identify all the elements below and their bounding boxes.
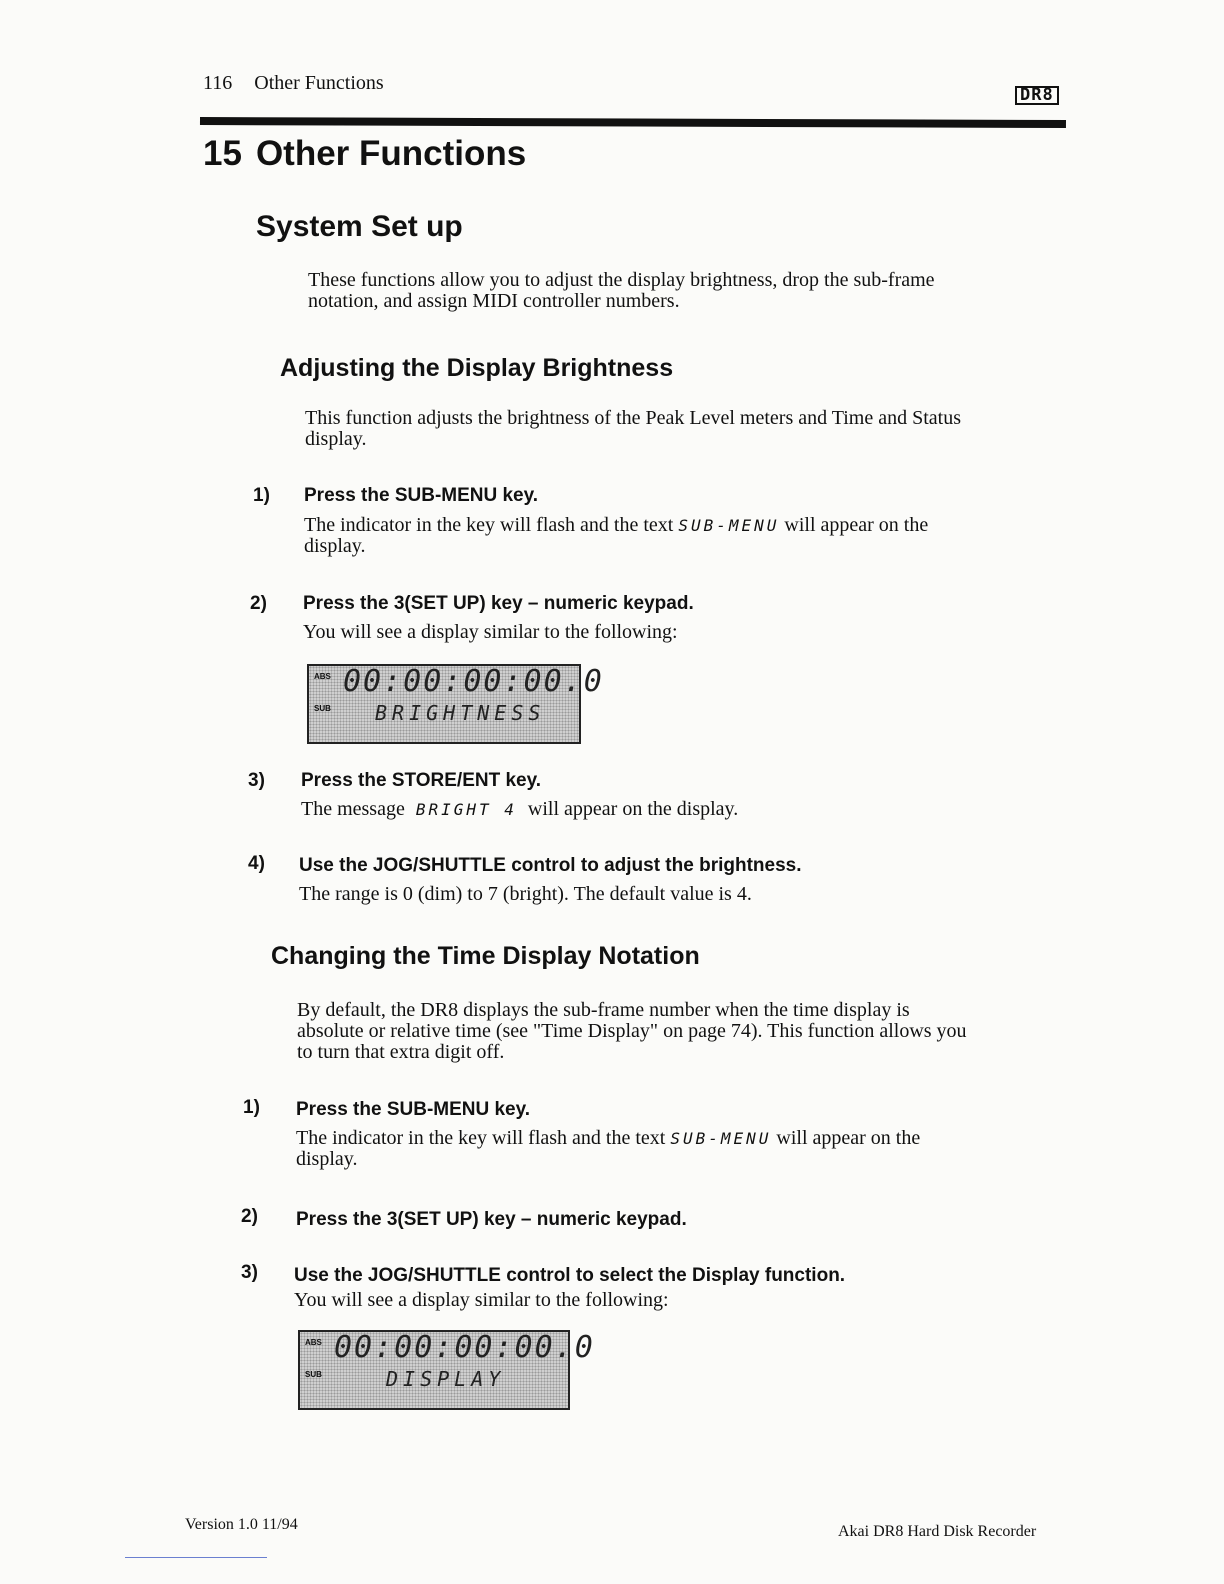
step-title: Press the 3(SET UP) key – numeric keypad. xyxy=(303,593,694,614)
running-title: Other Functions xyxy=(254,72,384,94)
step-body-text: The indicator in the key will flash and the text xyxy=(296,1127,666,1149)
step-number: 1) xyxy=(253,485,270,506)
lcd-time-readout: 00:00:00:00.0 xyxy=(343,664,604,699)
lcd-tag-sub: SUB xyxy=(305,1370,322,1379)
lcd-status-text: BRIGHTNESS xyxy=(375,701,546,725)
step-title: Press the 3(SET UP) key – numeric keypad. xyxy=(296,1209,687,1230)
step-number: 2) xyxy=(241,1206,258,1227)
footer-underline xyxy=(125,1557,267,1558)
brightness-description xyxy=(305,408,1050,450)
brightness-desc-line-1: This function adjusts the brightness of the Peak Level meters and Time and Status xyxy=(305,407,962,429)
step-number: 4) xyxy=(248,853,265,874)
chapter-title-text: Other Functions xyxy=(255,134,527,173)
step-body xyxy=(296,1128,1026,1170)
step-body-text: The range is 0 (dim) to 7 (bright). The default value is 4. xyxy=(299,883,752,905)
intro-line-2: notation, and assign MIDI controller numbers. xyxy=(308,290,680,312)
chapter-number: 15 xyxy=(203,134,242,173)
running-header xyxy=(203,72,384,95)
step-number: 3) xyxy=(248,770,265,791)
section-intro xyxy=(308,270,1038,312)
step-title: Use the JOG/SHUTTLE control to adjust the brightness. xyxy=(299,855,802,876)
page-number: 116 xyxy=(203,72,233,94)
step-number: 3) xyxy=(241,1262,258,1283)
footer-version: Version 1.0 11/94 xyxy=(185,1516,298,1533)
footer-product: Akai DR8 Hard Disk Recorder xyxy=(838,1523,1037,1540)
brightness-heading: Adjusting the Display Brightness xyxy=(280,354,674,382)
lcd-message: SUB-MENU xyxy=(670,1129,772,1148)
brightness-desc-line-2: display. xyxy=(305,428,367,450)
header-rule xyxy=(200,117,1066,128)
lcd-time-readout: 00:00:00:00.0 xyxy=(334,1330,595,1365)
lcd-message: BRIGHT 4 xyxy=(415,800,517,819)
lcd-message: SUB-MENU xyxy=(678,516,780,535)
section-title: System Set up xyxy=(256,210,463,243)
step-body-text: will appear on the xyxy=(776,1127,921,1149)
notation-desc-line-1: By default, the DR8 displays the sub-frame number when the time display is xyxy=(297,999,910,1021)
step-body-text: display. xyxy=(304,535,366,557)
step-body-text: will appear on the display. xyxy=(527,798,739,820)
step-body-text: You will see a display similar to the following: xyxy=(294,1289,669,1311)
step-body-text: will appear on the xyxy=(784,514,929,536)
notation-desc-line-2: absolute or relative time (see "Time Display" on page 74). This function allows you xyxy=(297,1020,967,1042)
dr8-logo: DR8 xyxy=(1015,86,1059,105)
step-body xyxy=(301,799,738,820)
step-title: Press the STORE/ENT key. xyxy=(301,770,542,791)
step-body-text: The message xyxy=(301,798,405,820)
step-body xyxy=(304,515,1034,557)
lcd-status-text: DISPLAY xyxy=(386,1367,506,1391)
step-title: Press the SUB-MENU key. xyxy=(296,1099,531,1120)
notation-desc-line-3: to turn that extra digit off. xyxy=(297,1041,505,1063)
lcd-tag-abs: ABS xyxy=(314,672,331,681)
intro-line-1: These functions allow you to adjust the display brightness, drop the sub-frame xyxy=(308,269,935,291)
step-number: 1) xyxy=(243,1097,260,1118)
lcd-tag-sub: SUB xyxy=(314,704,331,713)
step-title: Press the SUB-MENU key. xyxy=(304,485,539,506)
notation-description xyxy=(297,1000,1047,1063)
step-body-text: display. xyxy=(296,1148,358,1170)
step-title: Use the JOG/SHUTTLE control to select the Display function. xyxy=(294,1265,846,1286)
notation-heading: Changing the Time Display Notation xyxy=(271,942,700,970)
step-body-text: You will see a display similar to the following: xyxy=(303,621,678,643)
chapter-title xyxy=(203,134,526,174)
lcd-display-notation xyxy=(298,1330,595,1410)
lcd-display-brightness xyxy=(307,664,604,744)
step-number: 2) xyxy=(250,593,267,614)
lcd-tag-abs: ABS xyxy=(305,1338,322,1347)
step-body-text: The indicator in the key will flash and the text xyxy=(304,514,674,536)
